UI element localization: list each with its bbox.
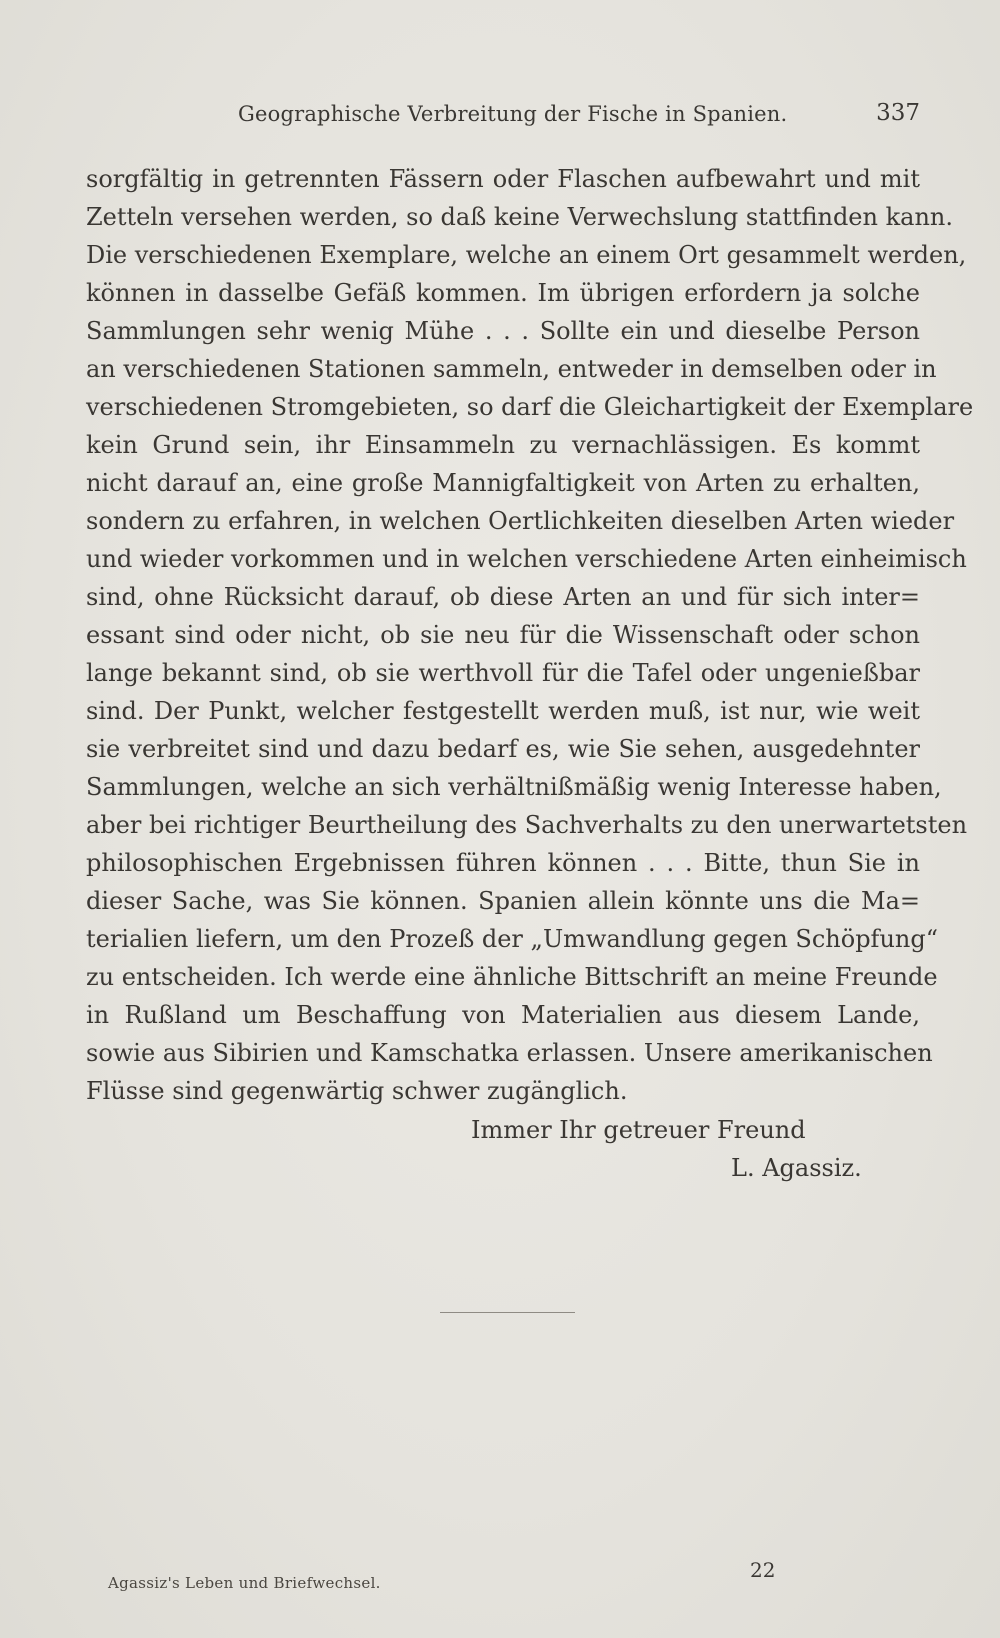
footer-book-title: Agassiz's Leben und Briefwechsel.: [108, 1574, 381, 1592]
text-line: können in dasselbe Gefäß kommen. Im übrigen erfordern ja solche: [86, 279, 920, 307]
text-line: sowie aus Sibirien und Kamschatka erlassen. Unsere amerikanischen: [86, 1039, 933, 1067]
running-title: Geographische Verbreitung der Fische in Spanien.: [238, 102, 788, 126]
text-line: verschiedenen Stromgebieten, so darf die Gleichartigkeit der Exemplare: [86, 393, 974, 421]
text-line: kein Grund sein, ihr Einsammeln zu vernachlässigen. Es kommt: [86, 431, 920, 459]
text-line: sind. Der Punkt, welcher festgestellt werden muß, ist nur, wie weit: [86, 697, 920, 725]
body-text: [86, 160, 974, 1110]
text-line: Sammlungen sehr wenig Mühe . . . Sollte ein und dieselbe Person: [86, 317, 920, 345]
running-head: [88, 102, 920, 132]
text-line: essant sind oder nicht, ob sie neu für die Wissenschaft oder schon: [86, 621, 920, 649]
text-line: dieser Sache, was Sie können. Spanien allein könnte uns die Ma=: [86, 887, 920, 915]
text-line: sondern zu erfahren, in welchen Oertlichkeiten dieselben Arten wieder: [86, 507, 955, 535]
text-line: lange bekannt sind, ob sie werthvoll für die Tafel oder ungenießbar: [86, 659, 920, 687]
text-line: Flüsse sind gegenwärtig schwer zugänglich.: [86, 1077, 628, 1105]
closing-greeting: Immer Ihr getreuer Freund: [471, 1116, 806, 1144]
text-line: in Rußland um Beschaffung von Materialien aus diesem Lande,: [86, 1001, 920, 1029]
text-line: sorgfältig in getrennten Fässern oder Flaschen aufbewahrt und mit: [86, 165, 920, 193]
text-line: sie verbreitet sind und dazu bedarf es, wie Sie sehen, ausgedehnter: [86, 735, 920, 763]
section-divider: [440, 1312, 575, 1313]
printer-signature-mark: 22: [750, 1558, 776, 1582]
closing-signature: L. Agassiz.: [731, 1154, 862, 1182]
text-line: nicht darauf an, eine große Mannigfaltigkeit von Arten zu erhalten,: [86, 469, 920, 497]
text-line: zu entscheiden. Ich werde eine ähnliche Bittschrift an meine Freunde: [86, 963, 938, 991]
text-line: und wieder vorkommen und in welchen verschiedene Arten einheimisch: [86, 545, 967, 573]
text-line: Sammlungen, welche an sich verhältnißmäßig wenig Interesse haben,: [86, 773, 942, 801]
text-line: philosophischen Ergebnissen führen können . . . Bitte, thun Sie in: [86, 849, 920, 877]
text-line: aber bei richtiger Beurtheilung des Sachverhalts zu den unerwartetsten: [86, 811, 968, 839]
text-line: Die verschiedenen Exemplare, welche an einem Ort gesammelt werden,: [86, 241, 967, 269]
page-number: 337: [876, 100, 920, 126]
text-line: terialien liefern, um den Prozeß der „Umwandlung gegen Schöpfung“: [86, 925, 938, 953]
text-line: an verschiedenen Stationen sammeln, entweder in demselben oder in: [86, 355, 937, 383]
text-line: Zetteln versehen werden, so daß keine Verwechslung stattfinden kann.: [86, 203, 953, 231]
text-line: sind, ohne Rücksicht darauf, ob diese Arten an und für sich inter=: [86, 583, 920, 611]
